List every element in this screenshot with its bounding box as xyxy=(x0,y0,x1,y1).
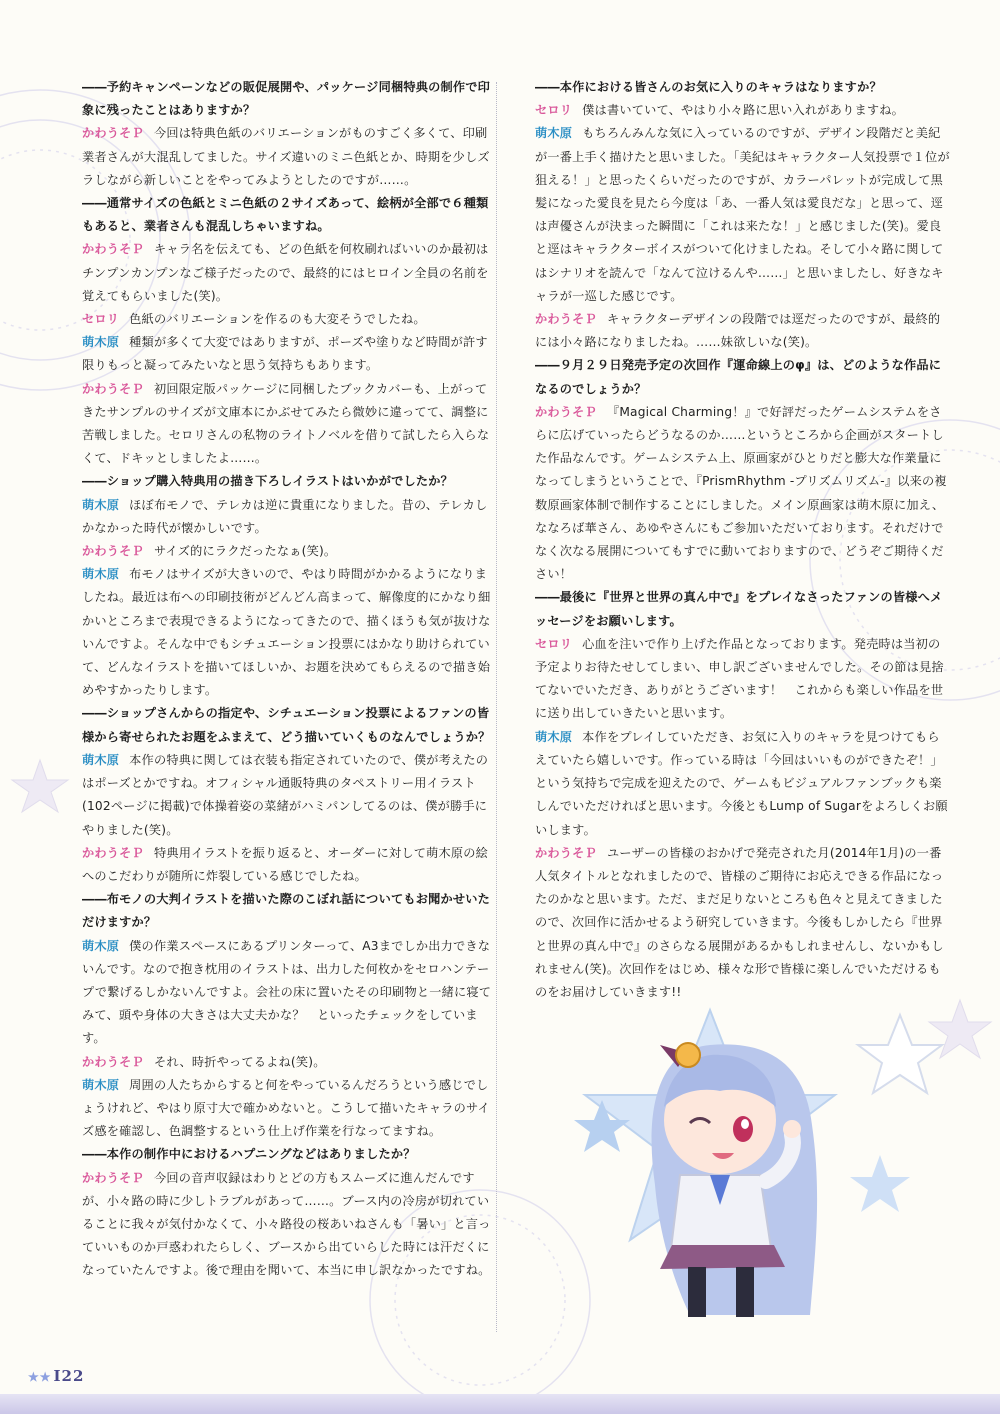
interview-answer xyxy=(82,1074,498,1144)
interview-answer xyxy=(535,401,951,587)
speaker-name: 萌木原 xyxy=(82,938,120,953)
interview-answer xyxy=(82,122,498,192)
interview-question: ――本作の制作中におけるハプニングなどはありましたか？ xyxy=(82,1147,416,1162)
page-footer xyxy=(28,1367,84,1385)
answer-text: 初回限定版パッケージに同梱したブックカバーも、上がってきたサンプルのサイズが文庫本にかぶせてみたら微妙に違ってて、調整に苦戦しました。セロリさんの私物のライトノベルを借りて試したら入らなくて、ドキッとしましたよ……。 xyxy=(82,381,490,466)
answer-text: キャラクターデザインの段階では逕だったのですが、最終的には小々路になりましたね。……妹欲しいな(笑)。 xyxy=(535,312,941,350)
speaker-name: かわうそＰ xyxy=(82,381,144,396)
speaker-name: かわうそＰ xyxy=(82,1054,144,1069)
answer-text: キャラ名を伝えても、どの色紙を何枚刷ればいいのか最初はチンプンカンプンなご様子だったので、最終的にはヒロイン全員の名前を覚えてもらいました(笑)。 xyxy=(82,242,489,303)
page-number: I22 xyxy=(53,1367,85,1385)
star-icon: ★★ xyxy=(28,1370,52,1384)
interview-question: ――布モノの大判イラストを描いた際のこぼれ話についてもお聞かせいただけますか？ xyxy=(82,892,491,930)
chibi-character-illustration xyxy=(560,995,960,1345)
interview-question: ――９月２９日発売予定の次回作『運命線上のφ』は、どのような作品になるのでしょうか？ xyxy=(535,358,942,396)
speaker-name: 萌木原 xyxy=(82,1077,120,1092)
interview-question: ――最後に『世界と世界の真ん中で』をプレイなさったファンの皆様へメッセージをお願いします。 xyxy=(535,590,943,628)
answer-text: 特典用イラストを振り返ると、オーダーに対して萌木原の絵へのこだわりが随所に炸裂している感じでしたね。 xyxy=(82,845,489,883)
character-figure xyxy=(652,1043,818,1317)
answer-text: 色紙のバリエーションを作るのも大変そうでしたね。 xyxy=(129,312,426,327)
answer-text: 布モノはサイズが大きいので、やはり時間がかかるようになりましたね。最近は布への印刷技術がどんどん高まって、解像度的にかなり細かいところまで表現できるようになってきたので、描くほうも気が抜けないんですよ。そんな中でもシチュエーション投票にはかなり助けられていて、どんなイラストを描いてほしいか、お題を決めてもらえるので描き始めやすかったりします。 xyxy=(82,567,491,698)
answer-text: 周囲の人たちからすると何をやっているんだろうという感じでしょうけれど、やはり原寸大で確かめないと。こうして描いたキャラのサイズ感を確認し、色調整するという仕上げ作業を行なってますね。 xyxy=(82,1077,490,1139)
interview-answer xyxy=(82,308,498,331)
speaker-name: かわうそＰ xyxy=(535,404,597,419)
bottom-band xyxy=(0,1394,1000,1414)
interview-answer xyxy=(535,726,951,842)
answer-text: もちろんみんな気に入っているのですが、デザイン段階だと美紀が一番上手く描けたと思いました。「美紀はキャラクター人気投票で１位が狙える！」と思ったくらいだったのですが、カラーパレットが完成して黒髪になった愛良を見たら今度は「あ、一番人気は愛良だな」と思って、逕は声優さんが決まった瞬間に「これは来たな！」と感じました(笑)。愛良と逕はキャラクターボイスがついて化けましたね。そして小々路に関してはシナリオを読んで「なんて泣けるんや……」と思いましたし、好きなキャラが一巡した感じです。 xyxy=(535,126,950,303)
speaker-name: セロリ xyxy=(535,103,573,118)
speaker-name: 萌木原 xyxy=(82,497,120,512)
interview-answer xyxy=(82,842,498,888)
speaker-name: かわうそＰ xyxy=(82,1170,144,1185)
interview-answer xyxy=(82,494,498,540)
speaker-name: かわうそＰ xyxy=(82,845,144,860)
answer-text: ユーザーの皆様のおかげで発売された月(2014年1月)の一番人気タイトルとなれましたので、皆様のご期待にお応えできる作品になったのかなと思います。ただ、まだ足りないところも色々と見えてきましたので、次回作に活かせるよう研究していきます。今後もしかしたら『世界と世界の真ん中で』のさらなる展開があるかもしれませんし、ないかもしれません(笑)。次回作をはじめ、様々な形で皆様に楽しんでいただけるものをお届けしていきます!! xyxy=(535,845,944,999)
speaker-name: 萌木原 xyxy=(535,126,573,141)
interview-answer xyxy=(82,749,498,842)
interview-question: ――本作における皆さんのお気に入りのキャラはなりますか？ xyxy=(535,80,882,94)
interview-answer xyxy=(82,1167,498,1283)
interview-answer xyxy=(82,331,498,377)
answer-text: 僕の作業スペースにあるプリンターって、A3までしか出力できないんです。なので抱き枕用のイラストは、出力した何枚かをセロハンテープで繋げるしかないんですよ。会社の床に置いたその印刷物と一緒に寝てみて、頭や身体の大きさは大丈夫かな？ といったチェックをしています。 xyxy=(82,938,492,1046)
speaker-name: セロリ xyxy=(82,312,120,327)
speaker-name: かわうそＰ xyxy=(82,544,144,559)
interview-answer xyxy=(535,308,951,354)
interview-answer xyxy=(535,842,951,1004)
answer-text: 今回の音声収録はわりとどの方もスムーズに進んだんですが、小々路の時に少しトラブルがあって……。ブース内の冷房が切れていることに我々が気付かなくて、小々路役の桜あいねさんも「暑い」と言っていいものか戸惑われたらしく、ブースから出ていらした時には汗だくになっていたんですよ。後で理由を聞いて、本当に申し訳なかったですね。 xyxy=(82,1170,491,1278)
answer-text: 『Magical Charming！』で好評だったゲームシステムをさらに広げていったらどうなるのか……というところから企画がスタートした作品なんです。ゲームシステム上、原画家がひとりだと膨大な作業量になってしまうということで、『PrismRhythm -プリズムリズム-』以来の複数原画家体制で制作することにしました。メイン原画家は萌木原に加え、ななろば華さん、あゆやさんにもご参加いただいております。それだけでなく次なる展開についてもすでに動いておりますので、どうぞご期待ください！ xyxy=(535,404,947,582)
interview-answer xyxy=(82,935,498,1051)
interview-answer xyxy=(82,563,498,702)
answer-text: 種類が多くて大変ではありますが、ポーズや塗りなど時間が許す限りもっと凝ってみたいなと思う気持ちもあります。 xyxy=(82,335,488,373)
answer-text: ほぼ布モノで、テレカは逆に貴重になりました。昔の、テレカしかなかった時代が懐かしいです。 xyxy=(82,497,488,535)
interview-answer xyxy=(535,122,951,308)
answer-text: 今回は特典色紙のバリエーションがものすごく多くて、印刷業者さんが大混乱してました。サイズ違いのミニ色紙とか、時期を少しズラしながら新しいことをやってみようとしたのですが……。 xyxy=(82,126,490,187)
interview-question: ――ショップさんからの指定や、シチュエーション投票によるファンの皆様から寄せられたお題をふまえて、どう描いていくものなんでしょうか？ xyxy=(82,706,491,744)
speaker-name: かわうそＰ xyxy=(535,845,597,860)
answer-text: サイズ的にラクだったなぁ(笑)。 xyxy=(153,544,337,559)
answer-text: 僕は書いていて、やはり小々路に思い入れがありますね。 xyxy=(582,103,905,118)
speaker-name: かわうそＰ xyxy=(535,312,597,327)
speaker-name: 萌木原 xyxy=(82,335,120,350)
answer-text: 心血を注いで作り上げた作品となっております。発売時は当初の予定よりお待たせしてしまい、申し訳ございませんでした。その節は見捨てないでいただき、ありがとうございます！ これからも楽しい作品を世に送り出していきたいと思います。 xyxy=(535,636,944,721)
answer-text: 本作をプレイしていただき、お気に入りのキャラを見つけてもらえていたら嬉しいです。作っている時は「今回はいいものができたぞ！」という気持ちで完成を迎えたので、ゲームもビジュアルファンブックも楽しんでいただければと思います。今後ともLump of Sugarをよろしくお願いします。 xyxy=(535,729,948,837)
interview-answer xyxy=(535,633,951,726)
interview-answer xyxy=(82,540,498,563)
interview-question: ――通常サイズの色紙とミニ色紙の２サイズあって、絵柄が全部で６種類もあると、業者さんも混乱しちゃいますね。 xyxy=(82,196,489,234)
interview-question: ――予約キャンペーンなどの販促展開や、パッケージ同梱特典の制作で印象に残ったことはありますか？ xyxy=(82,80,491,118)
speaker-name: 萌木原 xyxy=(535,729,573,744)
interview-question: ――ショップ購入特典用の描き下ろしイラストはいかがでしたか？ xyxy=(82,474,454,489)
interview-answer xyxy=(82,378,498,471)
interview-answer xyxy=(82,1051,498,1074)
speaker-name: 萌木原 xyxy=(82,752,120,767)
interview-answer xyxy=(535,99,951,122)
interview-column-left xyxy=(82,76,498,1283)
speaker-name: 萌木原 xyxy=(82,567,120,582)
answer-text: 本作の特典に関しては衣装も指定されていたので、僕が考えたのはポーズとかですね。オフィシャル通販特典のタペストリー用イラスト(102ページに掲載)で体操着姿の菜緒がハミパンしてるのは、僕が勝手にやりました(笑)。 xyxy=(82,752,489,837)
speaker-name: かわうそＰ xyxy=(82,126,144,141)
interview-column-right xyxy=(535,76,951,1004)
speaker-name: かわうそＰ xyxy=(82,242,144,257)
speaker-name: セロリ xyxy=(535,636,573,651)
answer-text: それ、時折やってるよね(笑)。 xyxy=(153,1054,326,1069)
interview-answer xyxy=(82,238,498,308)
